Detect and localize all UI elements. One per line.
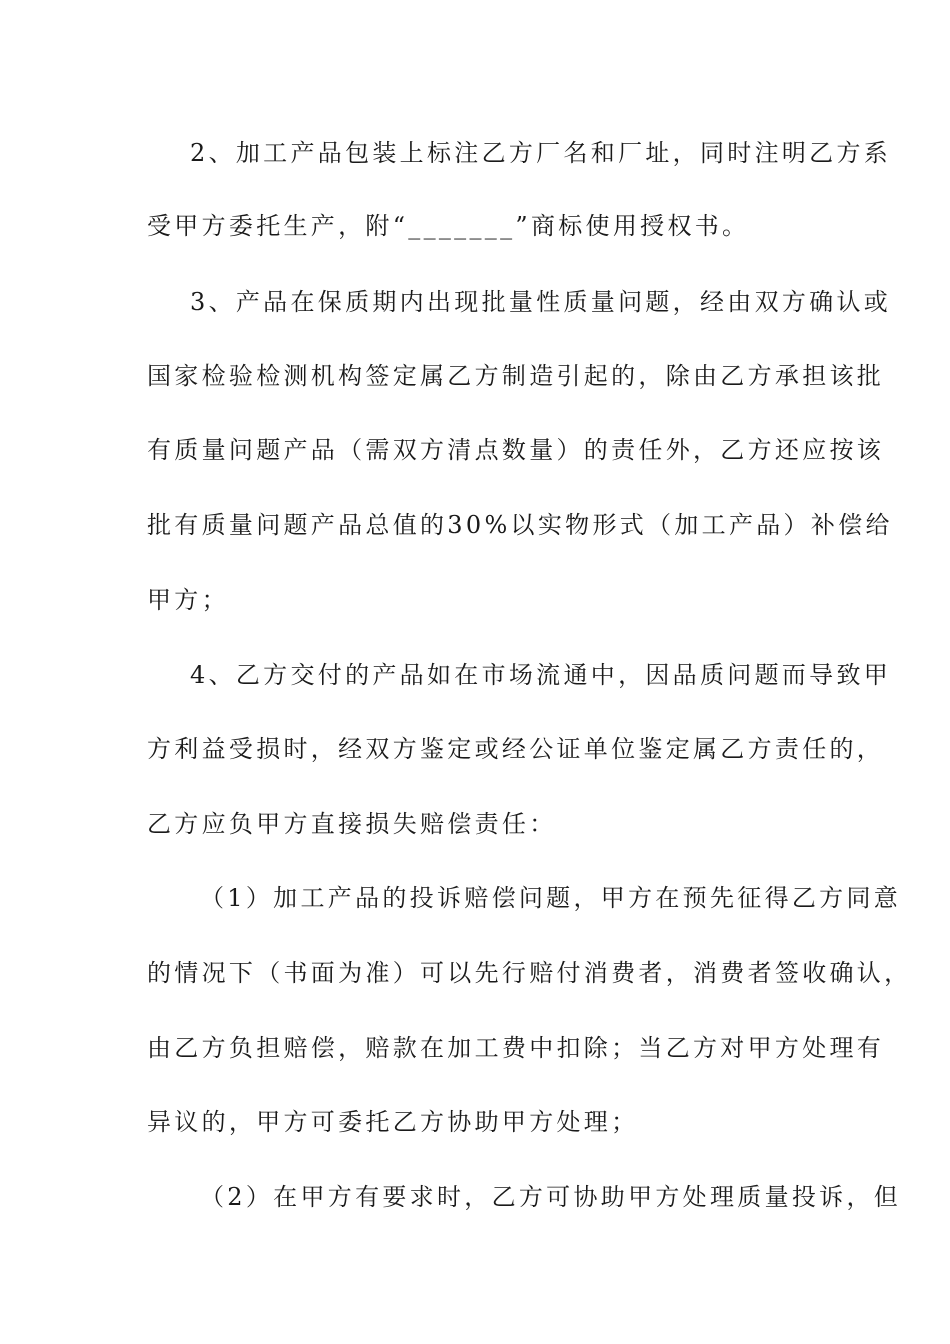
clause-4-line-2: 方利益受损时，经双方鉴定或经公证单位鉴定属乙方责任的，	[147, 735, 885, 763]
sub-clause-2-line-1: （2）在甲方有要求时，乙方可协助甲方处理质量投诉，但	[200, 1183, 902, 1211]
clause-3-line-5: 甲方；	[147, 586, 229, 614]
clause-3-line-2: 国家检验检测机构签定属乙方制造引起的，除由乙方承担该批	[147, 362, 885, 390]
sub-clause-1-line-4: 异议的，甲方可委托乙方协助甲方处理；	[147, 1108, 639, 1136]
clause-3-line-4: 批有质量问题产品总值的30%以实物形式（加工产品）补偿给	[147, 511, 893, 539]
clause-3-line-3: 有质量问题产品（需双方清点数量）的责任外，乙方还应按该	[147, 436, 885, 464]
clause-2-line-2: 受甲方委托生产，附“_______”商标使用授权书。	[147, 212, 750, 240]
clause-3-line-1: 3、产品在保质期内出现批量性质量问题，经由双方确认或	[190, 288, 892, 316]
sub-clause-1-line-1: （1）加工产品的投诉赔偿问题，甲方在预先征得乙方同意	[200, 884, 902, 912]
clause-2-line-1: 2、加工产品包装上标注乙方厂名和厂址，同时注明乙方系	[190, 139, 892, 167]
sub-clause-1-line-3: 由乙方负担赔偿，赔款在加工费中扣除；当乙方对甲方处理有	[147, 1034, 885, 1062]
clause-4-line-1: 4、乙方交付的产品如在市场流通中，因品质问题而导致甲	[190, 661, 892, 689]
clause-4-line-3: 乙方应负甲方直接损失赔偿责任：	[147, 810, 557, 838]
sub-clause-1-line-2: 的情况下（书面为准）可以先行赔付消费者，消费者签收确认，	[147, 959, 912, 987]
